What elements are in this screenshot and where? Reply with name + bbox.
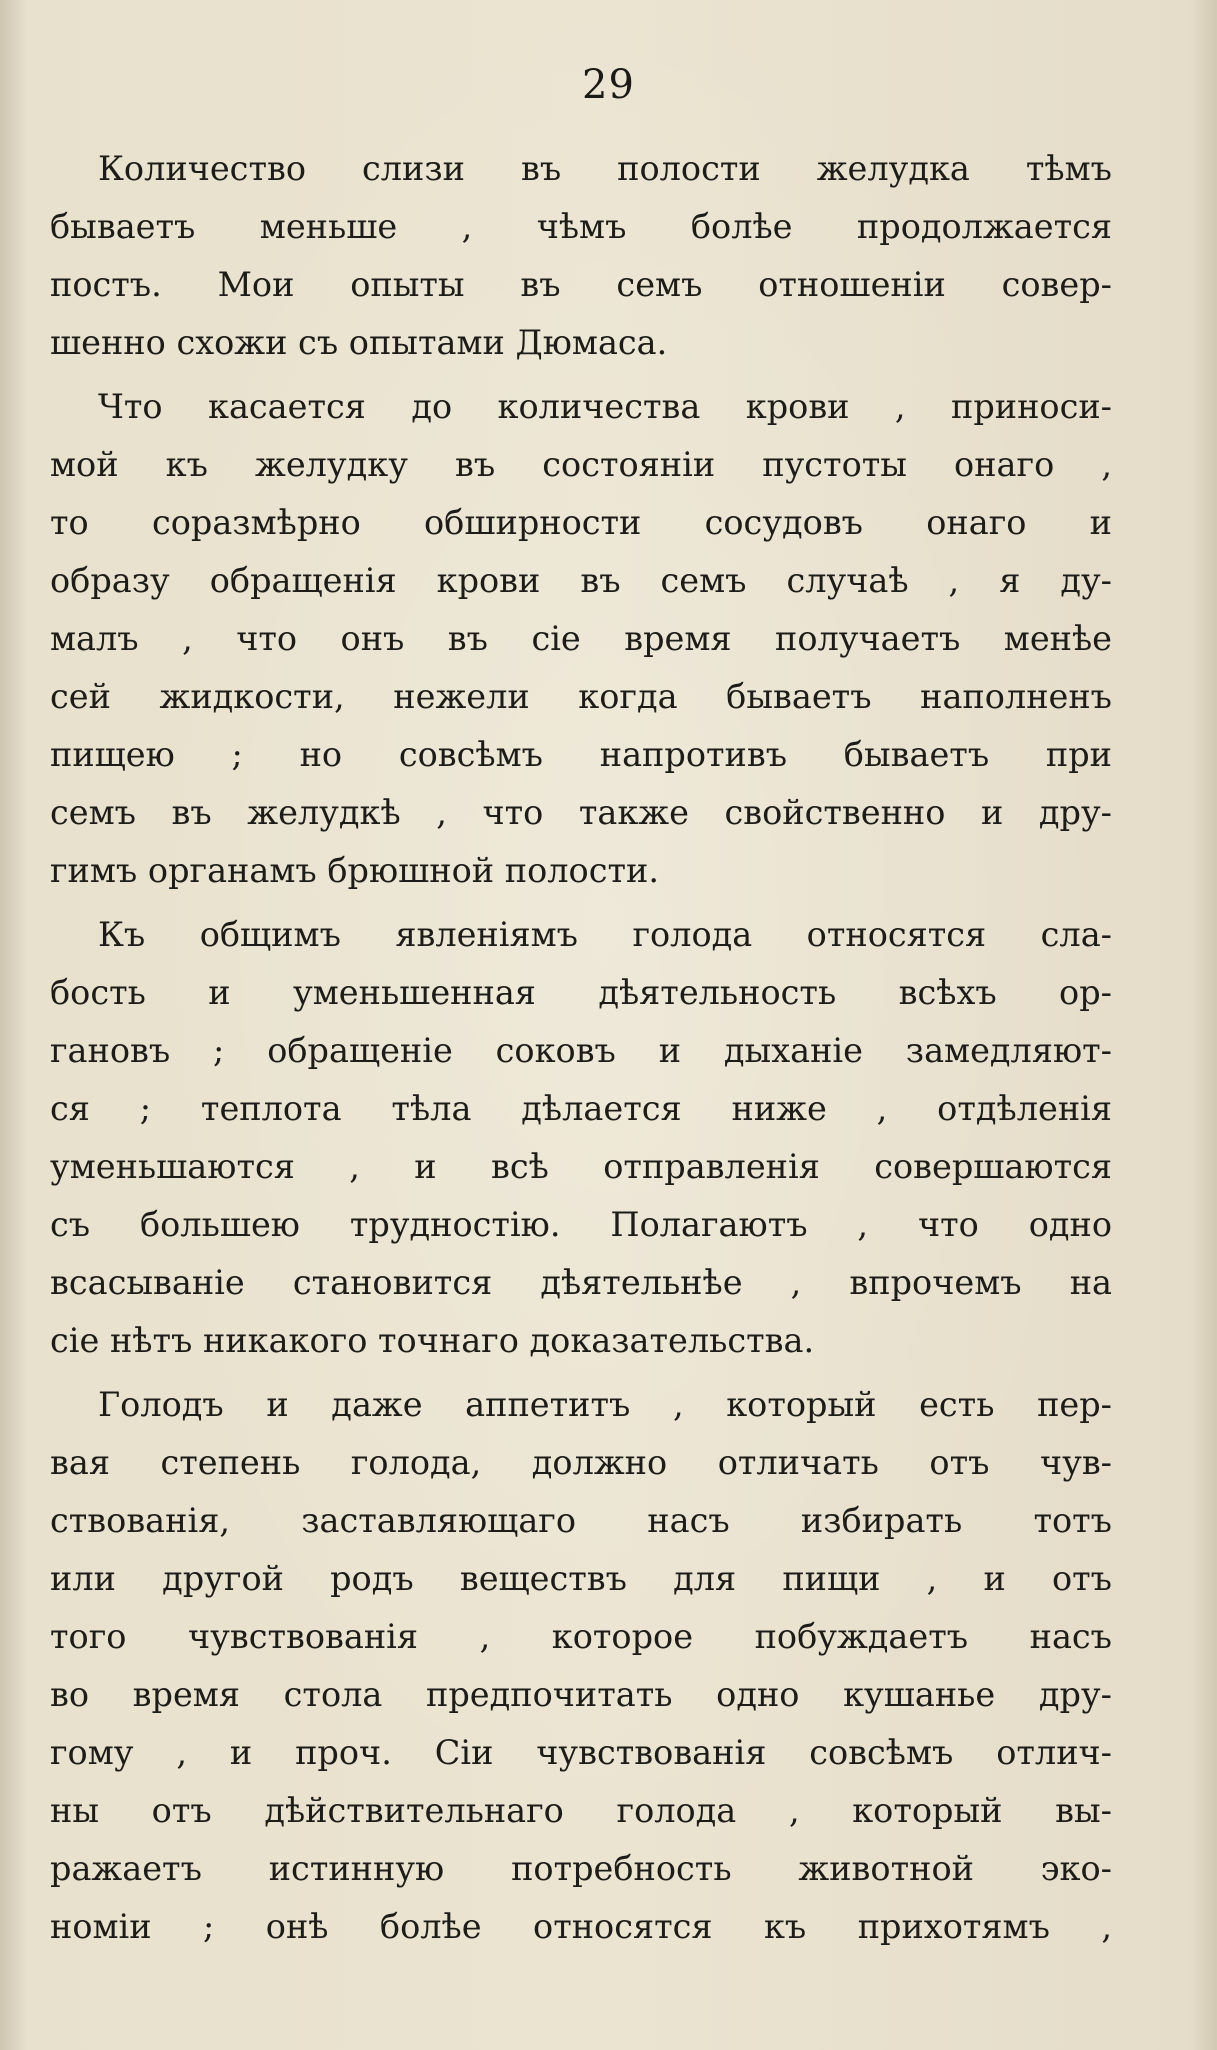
text-line: шенно схожи съ опытами Дюмаса. [50, 323, 668, 362]
text-line: Что касается до количества крови , приноси- [98, 387, 1112, 426]
text-line: того чувствованія , которое побуждаетъ насъ [50, 1617, 1112, 1656]
text-line: бость и уменьшенная дѣятельность всѣхъ ор- [50, 973, 1112, 1012]
text-line: постъ. Мои опыты въ семъ отношеніи совер- [50, 265, 1112, 304]
text-line: мой къ желудку въ состояніи пустоты онаго , [50, 445, 1112, 484]
body-text [50, 140, 1112, 1956]
text-line: ствованія, заставляющаго насъ избирать тотъ [50, 1501, 1112, 1540]
text-line: семъ въ желудкѣ , что также свойственно и дру- [50, 793, 1112, 832]
page-number: 29 [582, 62, 635, 108]
text-line: гому , и проч. Сіи чувствованія совсѣмъ отлич- [50, 1733, 1112, 1772]
text-line: гановъ ; обращеніе соковъ и дыханіе замедляют- [50, 1031, 1112, 1070]
text-line: ся ; теплота тѣла дѣлается ниже , отдѣленія [50, 1089, 1112, 1128]
text-line: номіи ; онѣ болѣе относятся къ прихотямъ , [50, 1907, 1112, 1946]
text-line: во время стола предпочитать одно кушанье дру- [50, 1675, 1112, 1714]
text-line: то соразмѣрно обширности сосудовъ онаго и [50, 503, 1112, 542]
text-line: сіе нѣтъ никакого точнаго доказательства. [50, 1321, 815, 1360]
text-line: всасываніе становится дѣятельнѣе , впрочемъ на [50, 1263, 1112, 1302]
text-line: уменьшаются , и всѣ отправленія совершаются [50, 1147, 1112, 1186]
text-line: Голодъ и даже аппетитъ , который есть пер- [98, 1385, 1112, 1424]
text-line: вая степень голода, должно отличать отъ чув- [50, 1443, 1112, 1482]
text-line: ны отъ дѣйствительнаго голода , который вы- [50, 1791, 1112, 1830]
text-line: Къ общимъ явленіямъ голода относятся сла- [98, 915, 1112, 954]
text-line: гимъ органамъ брюшной полости. [50, 851, 659, 890]
text-line: сей жидкости, нежели когда бываетъ наполненъ [50, 677, 1112, 716]
text-line: бываетъ меньше , чѣмъ болѣе продолжается [50, 207, 1112, 246]
text-line: образу обращенія крови въ семъ случаѣ , я ду- [50, 561, 1112, 600]
text-line: Количество слизи въ полости желудка тѣмъ [98, 149, 1112, 188]
text-line: малъ , что онъ въ сіе время получаетъ менѣе [50, 619, 1112, 658]
text-line: ражаетъ истинную потребность животной эко- [50, 1849, 1112, 1888]
text-line: или другой родъ веществъ для пищи , и отъ [50, 1559, 1112, 1598]
text-line: съ большею трудностію. Полагаютъ , что одно [50, 1205, 1112, 1244]
text-line: пищею ; но совсѣмъ напротивъ бываетъ при [50, 735, 1112, 774]
